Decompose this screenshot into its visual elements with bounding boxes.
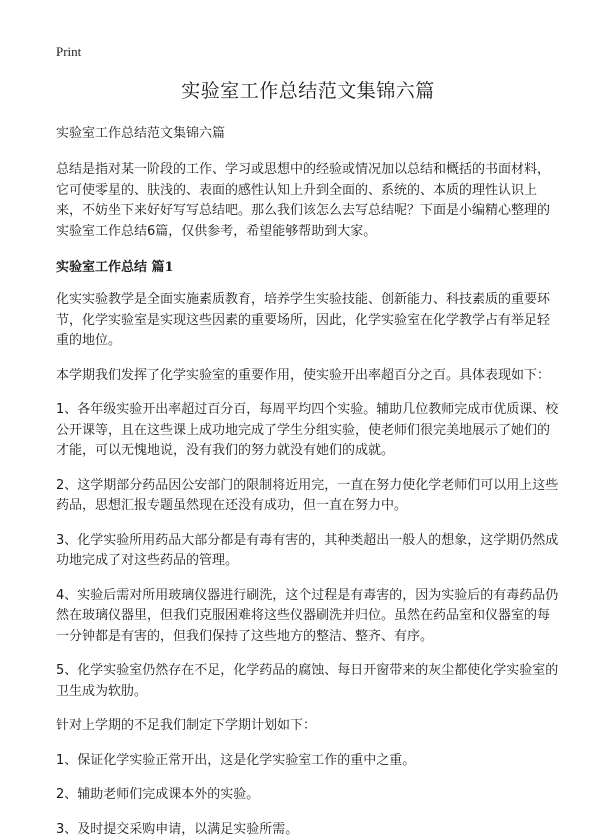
document-title: 实验室工作总结范文集锦六篇 [56,78,560,104]
body-paragraph-9: 1、保证化学实验正常开出，这是化学实验室工作的重中之重。 [56,751,560,772]
body-paragraph-2: 本学期我们发挥了化学实验室的重要作用，使实验开出率超百分之百。具体表现如下： [56,366,560,387]
body-paragraph-6: 4、实验后需对所用玻璃仪器进行刷洗，这个过程是有毒害的，因为实验后的有毒药品仍然在玻璃仪器里，但我们克服困难将这些仪器刷洗并归位。虽然在药品室和仪器室的每一分钟都是有害的，但我们保持了这些地方的整洁、整齐、有序。 [56,586,560,648]
body-paragraph-4: 2、这学期部分药品因公安部门的限制将近用完，一直在努力使化学老师们可以用上这些药品，思想汇报专题虽然现在还没有成功，但一直在努力中。 [56,476,560,517]
print-link[interactable]: Print [56,44,560,60]
section-heading: 实验室工作总结 篇1 [56,258,560,278]
document-subtitle: 实验室工作总结范文集锦六篇 [56,124,560,144]
body-paragraph-8: 针对上学期的不足我们制定下学期计划如下： [56,716,560,737]
body-paragraph-1: 化实实验教学是全面实施素质教育，培养学生实验技能、创新能力、科技素质的重要环节，化学实验室是实现这些因素的重要场所，因此，化学实验室在化学教学占有举足轻重的地位。 [56,290,560,352]
body-paragraph-11: 3、及时提交采购申请，以满足实验所需。 [56,820,560,840]
body-paragraph-10: 2、辅助老师们完成课本外的实验。 [56,785,560,806]
body-paragraph-3: 1、各年级实验开出率超过百分百，每周平均四个实验。辅助几位教师完成市优质课、校公开课等，且在这些课上成功地完成了学生分组实验，使老师们很完美地展示了她们的才能，可以无愧地说，没有我们的努力就没有她们的成就。 [56,400,560,462]
intro-paragraph: 总结是指对某一阶段的工作、学习或思想中的经验或情况加以总结和概括的书面材料，它可使零星的、肤浅的、表面的感性认知上升到全面的、系统的、本质的理性认识上来，不妨坐下来好好写写总结吧。那么我们该怎么去写总结呢？下面是小编精心整理的实验室工作总结6篇，仅供参考，希望能够帮助到大家。 [56,160,560,242]
body-paragraph-7: 5、化学实验室仍然存在不足，化学药品的腐蚀、每日开窗带来的灰尘都使化学实验室的卫生成为软肋。 [56,661,560,702]
body-paragraph-5: 3、化学实验所用药品大部分都是有毒有害的，其种类超出一般人的想象，这学期仍然成功地完成了对这些药品的管理。 [56,531,560,572]
